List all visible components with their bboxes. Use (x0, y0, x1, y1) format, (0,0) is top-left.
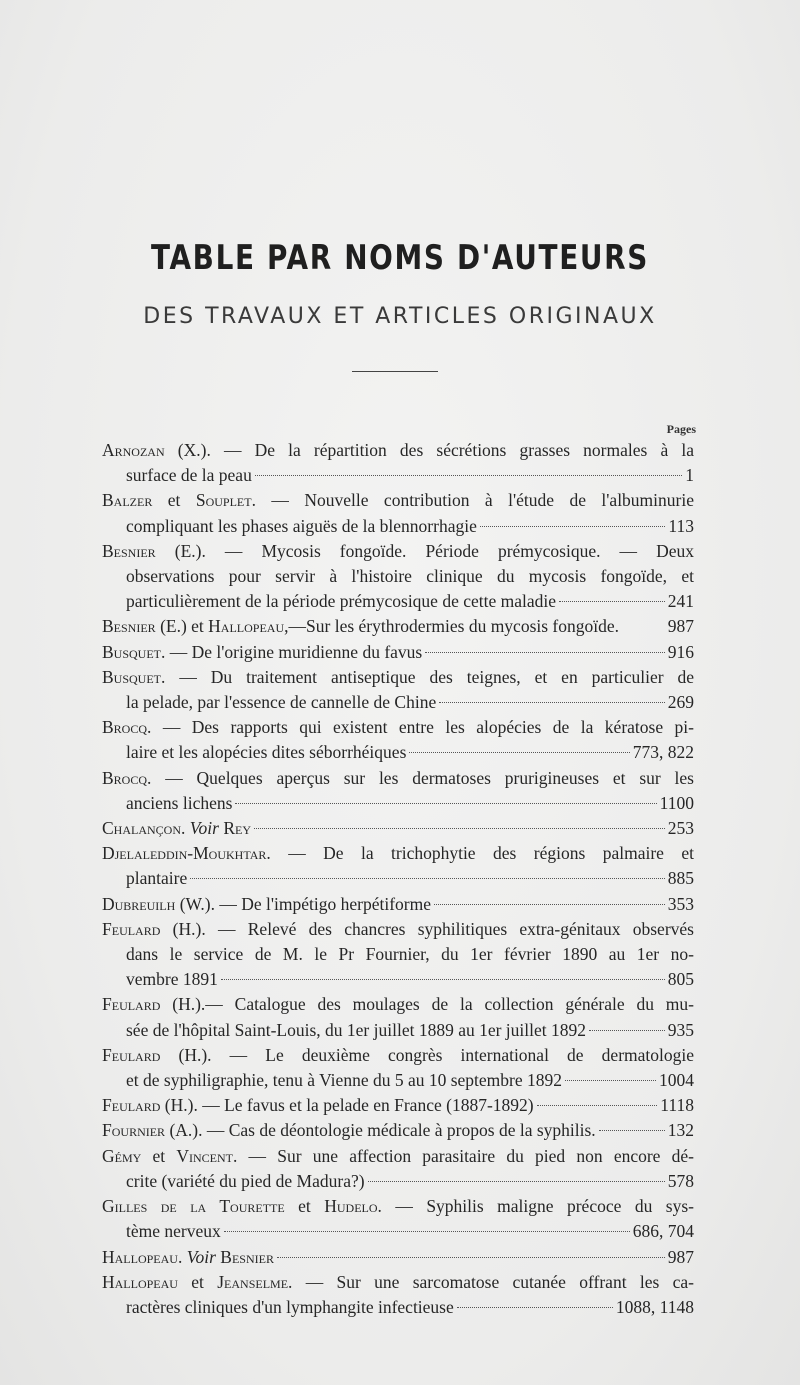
index-entry (102, 614, 694, 639)
entry-title-text: et (284, 1196, 325, 1217)
author-name: Besnier (215, 1246, 274, 1267)
entry-title-text: anciens lichens (126, 792, 233, 813)
entry-title-text: et de syphiligraphie, tenu à Vienne du 5 au 10 septembre 1892 (126, 1070, 563, 1091)
entry-line (102, 1068, 694, 1093)
page-number: 935 (667, 1019, 694, 1040)
entry-text (102, 438, 694, 463)
author-name: Chalançon (102, 818, 182, 839)
dot-leader (425, 652, 665, 653)
entry-line (102, 539, 694, 564)
entry-title-text: . — Quelques aperçus sur les dermatoses prurigineuses et sur les (147, 767, 694, 788)
entry-line (102, 715, 694, 740)
entry-title-text: . — Syphilis maligne précoce du sys- (377, 1196, 694, 1217)
dot-leader (559, 601, 665, 602)
dot-leader (434, 904, 665, 905)
index-entry (102, 640, 694, 665)
page-number: 269 (667, 692, 694, 713)
index-entry (102, 715, 694, 765)
page-number: 916 (667, 641, 694, 662)
entry-line (102, 1118, 694, 1143)
dot-leader (221, 979, 665, 980)
entry-line (102, 1245, 694, 1270)
entry-line (102, 1018, 694, 1043)
entry-line (102, 942, 694, 967)
author-name: Vincent (176, 1145, 233, 1166)
entry-title-text: crite (variété du pied de Madura?) (126, 1170, 365, 1191)
page-number: 578 (667, 1170, 694, 1191)
author-name: Fournier (102, 1120, 166, 1141)
entry-title-text: particulièrement de la période prémycosique de cette maladie (126, 591, 557, 612)
entry-title-text: observations pour servir à l'histoire clinique du mycosis fongoïde, et (126, 566, 694, 587)
entry-title-text: tème nerveux (126, 1221, 221, 1242)
author-name: Gémy (102, 1145, 142, 1166)
entry-line (102, 1270, 694, 1295)
entry-title-text: . — De la trichophytie des régions palmaire et (266, 843, 694, 864)
entry-title-text: (H.).— Catalogue des moulages de la collection générale du mu- (160, 994, 694, 1015)
index-entry (102, 766, 694, 816)
author-name: Feulard (102, 994, 161, 1015)
page-number: 1088, 1148 (615, 1296, 694, 1317)
entry-title-text: compliquant les phases aiguës de la blennorrhagie (126, 515, 477, 536)
page-number: 1118 (660, 1095, 694, 1116)
page-title: TABLE PAR NOMS D'AUTEURS (150, 238, 650, 278)
index-entry (102, 992, 694, 1042)
entry-title-text: (A.). — Cas de déontologie médicale à propos de la syphilis. (165, 1120, 596, 1141)
author-name: Djelaleddin-Moukhtar (102, 843, 267, 864)
entry-line (102, 967, 694, 992)
entry-text (102, 917, 694, 942)
entry-text (126, 463, 252, 488)
entry-text (126, 1018, 586, 1043)
entry-text (102, 488, 694, 513)
entry-line (102, 564, 694, 589)
entry-line (102, 1194, 694, 1219)
index-entry (102, 1118, 694, 1143)
index-entry (102, 438, 694, 488)
entry-line (102, 488, 694, 513)
dot-leader (235, 803, 656, 804)
entry-text (102, 614, 619, 639)
entry-title-text: . (181, 818, 190, 839)
author-name: Hallopeau (102, 1246, 178, 1267)
dot-leader (255, 475, 682, 476)
entry-title-text: plantaire (126, 868, 188, 889)
entry-line (102, 841, 694, 866)
entry-text (102, 1270, 694, 1295)
entry-text (102, 715, 694, 740)
author-name: Dubreuilh (102, 893, 176, 914)
page-number: 1004 (659, 1070, 694, 1091)
entry-text (126, 1295, 454, 1320)
author-name: Souplet (195, 490, 252, 511)
entry-line (102, 690, 694, 715)
entry-text (102, 816, 251, 841)
entry-text (126, 1169, 365, 1194)
entry-title-text: . (177, 1246, 187, 1267)
entry-text (102, 1144, 694, 1169)
entry-text (102, 539, 694, 564)
page-number: 686, 704 (632, 1221, 694, 1242)
entry-text (126, 942, 694, 967)
index-entry (102, 1270, 694, 1320)
page-number: 132 (667, 1120, 694, 1141)
author-name: Feulard (102, 918, 161, 939)
entry-line (102, 992, 694, 1017)
entry-line (102, 438, 694, 463)
entry-title-text: laire et les alopécies dites séborrhéiques (126, 742, 407, 763)
see-also-label: Voir (189, 818, 219, 839)
dot-leader (224, 1231, 630, 1232)
entry-line (102, 640, 694, 665)
entry-line (102, 740, 694, 765)
index-entry (102, 539, 694, 615)
author-name: Balzer (102, 490, 153, 511)
entry-text (102, 841, 694, 866)
entry-line (102, 766, 694, 791)
dot-leader (439, 702, 665, 703)
entry-line (102, 589, 694, 614)
index-entry (102, 1245, 694, 1270)
entry-text (102, 1194, 694, 1219)
entry-text (102, 992, 694, 1017)
dot-leader (480, 526, 666, 527)
entry-title-text: . — Des rapports qui existent entre les alopécies de la kératose pi- (147, 717, 694, 738)
index-entry (102, 816, 694, 841)
index-entry (102, 665, 694, 715)
entry-line (102, 791, 694, 816)
entry-line (102, 1144, 694, 1169)
dot-leader (409, 752, 629, 753)
page-number: 805 (667, 969, 694, 990)
entry-title-text: (H.). — Le deuxième congrès international de dermatologie (160, 1044, 694, 1065)
entry-line (102, 917, 694, 942)
index-entry (102, 841, 694, 891)
index-entry (102, 488, 694, 538)
entry-title-text: . — Du traitement antiseptique des teignes, et en particulier de (161, 666, 694, 687)
author-name: Brocq (102, 767, 148, 788)
entry-title-text: sée de l'hôpital Saint-Louis, du 1er juillet 1889 au 1er juillet 1892 (126, 1019, 587, 1040)
entry-text (126, 866, 187, 891)
author-name: Busquet (102, 641, 162, 662)
entry-text (126, 967, 218, 992)
dot-leader (589, 1030, 665, 1031)
author-name: Brocq (102, 717, 148, 738)
entry-title-text: ,—Sur les érythrodermies du mycosis fongoïde. (284, 616, 620, 637)
index-entry (102, 1194, 694, 1244)
entry-line (102, 892, 694, 917)
page-number: 353 (667, 893, 694, 914)
author-name: Hudelo (324, 1196, 378, 1217)
dot-leader (368, 1181, 665, 1182)
entry-title-text: (X.). — De la répartition des sécrétions grasses normales à la (164, 440, 694, 460)
entry-line (102, 1043, 694, 1068)
index-entry (102, 1144, 694, 1194)
entry-title-text: (H.). — Le favus et la pelade en France (1887-1892) (160, 1095, 534, 1116)
entry-title-text: (H.). — Relevé des chancres syphilitiques extra-génitaux observés (160, 918, 694, 939)
page-subtitle: DES TRAVAUX ET ARTICLES ORIGINAUX (143, 304, 657, 329)
dot-leader (254, 828, 665, 829)
entry-text (102, 892, 431, 917)
entry-text (102, 1043, 694, 1068)
page-number: 773, 822 (632, 742, 694, 763)
entry-title-text: dans le service de M. le Pr Fournier, du 1er février 1890 au 1er no- (126, 944, 694, 965)
author-name: Busquet (102, 666, 162, 687)
entry-title-text: (W.). — De l'impétigo herpétiforme (175, 893, 432, 914)
dot-leader (565, 1080, 656, 1081)
dot-leader (190, 878, 665, 879)
page-number: 113 (668, 515, 694, 536)
entry-title-text: (E.) et (155, 616, 209, 637)
entry-text (126, 740, 406, 765)
entry-text (102, 640, 422, 665)
dot-leader (277, 1257, 665, 1258)
entry-text (102, 1118, 596, 1143)
entry-line (102, 866, 694, 891)
entry-text (126, 589, 556, 614)
entry-title-text: et (177, 1271, 218, 1292)
author-name: Feulard (102, 1044, 161, 1065)
index-entry (102, 1043, 694, 1093)
entry-title-text: . — Sur une sarcomatose cutanée offrant les ca- (288, 1271, 694, 1292)
entry-title-text: . — De l'origine muridienne du favus (161, 641, 423, 662)
divider-rule (352, 371, 438, 372)
author-name: Besnier (102, 540, 156, 561)
entry-line (102, 463, 694, 488)
author-name: Feulard (102, 1095, 161, 1116)
entry-text (102, 766, 694, 791)
entry-title-text: . — Sur une affection parasitaire du pied non encore dé- (232, 1145, 694, 1166)
author-name: Hallopeau (208, 616, 285, 637)
entry-line (102, 1219, 694, 1244)
entry-line (102, 514, 694, 539)
dot-leader (537, 1105, 658, 1106)
pages-column-label: Pages (666, 422, 696, 436)
entry-text (126, 564, 694, 589)
page-number: 1100 (659, 792, 694, 813)
entry-line (102, 1295, 694, 1320)
entry-title-text: . — Nouvelle contribution à l'étude de l'albuminurie (251, 490, 694, 511)
author-name: Besnier (102, 616, 156, 637)
page-number: 241 (667, 591, 694, 612)
entry-text (126, 791, 232, 816)
author-name: Jeanselme (217, 1271, 289, 1292)
entry-text (126, 514, 477, 539)
page-number: 987 (667, 616, 694, 637)
dot-leader (457, 1307, 613, 1308)
page-number: 885 (667, 868, 694, 889)
entry-text (126, 1219, 221, 1244)
entry-text (102, 1093, 534, 1118)
entry-text (102, 1245, 274, 1270)
page-number: 1 (685, 465, 694, 486)
entry-title-text: la pelade, par l'essence de cannelle de Chine (126, 692, 437, 713)
dot-leader (599, 1130, 665, 1131)
entry-text (102, 665, 694, 690)
author-name: Gilles de la Tourette (102, 1196, 285, 1217)
entry-text (126, 690, 436, 715)
page-number: 987 (667, 1246, 694, 1267)
entry-line (102, 1169, 694, 1194)
entry-line (102, 816, 694, 841)
entry-title-text: surface de la peau (126, 465, 252, 486)
entry-title-text: et (141, 1145, 177, 1166)
index-entry (102, 917, 694, 993)
author-name: Hallopeau (102, 1271, 178, 1292)
author-name: Arnozan (102, 440, 165, 460)
index-entry (102, 1093, 694, 1118)
entry-title-text: et (152, 490, 196, 511)
index-entry (102, 892, 694, 917)
entry-title-text: vembre 1891 (126, 969, 218, 990)
author-name: Rey (218, 818, 251, 839)
see-also-label: Voir (186, 1246, 216, 1267)
entry-title-text: (E.). — Mycosis fongoïde. Période prémycosique. — Deux (155, 540, 694, 561)
entry-title-text: ractères cliniques d'un lymphangite infectieuse (126, 1296, 454, 1317)
entry-text (126, 1068, 562, 1093)
page-number: 253 (667, 818, 694, 839)
entry-line (102, 665, 694, 690)
author-index-list (102, 438, 694, 1320)
entry-line (102, 1093, 694, 1118)
entry-line (102, 614, 694, 639)
